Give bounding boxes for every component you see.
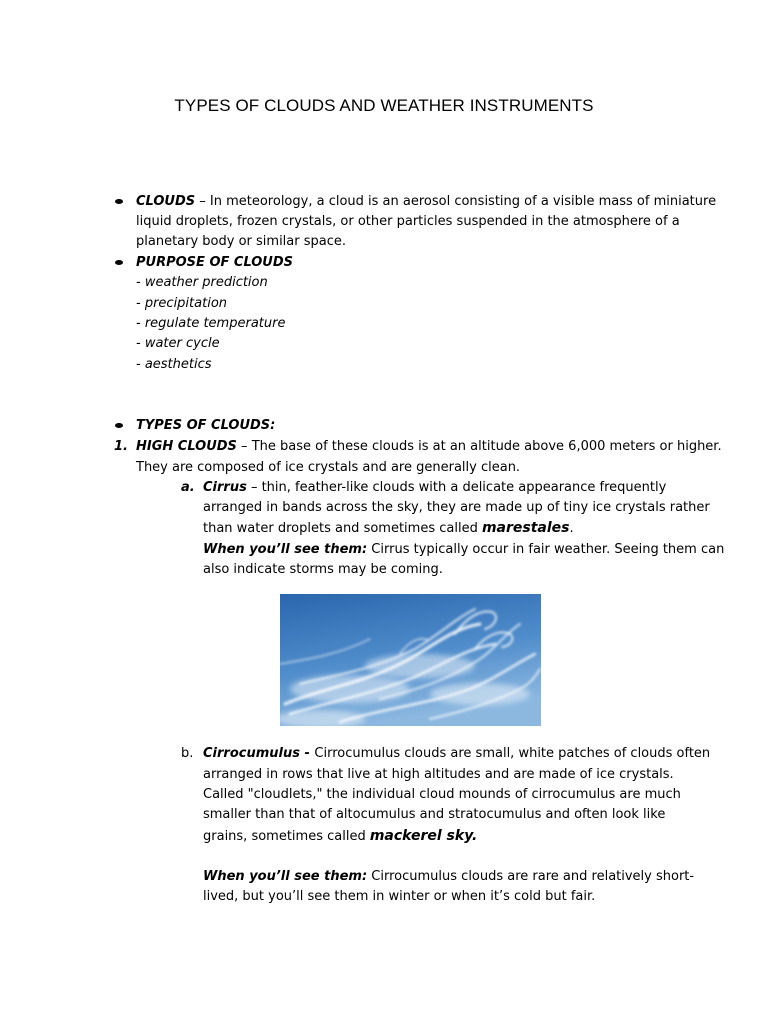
cirrocumulus-line-4: smaller than that of altocumulus and stratocumulus and often look like <box>203 807 666 822</box>
clouds-line-2: liquid droplets, frozen crystals, or other particles suspended in the atmosphere of a <box>136 214 680 229</box>
high-clouds-number: 1. <box>114 439 128 454</box>
cirrocumulus-marker: b. <box>181 746 194 761</box>
cirrocumulus-term: Cirrocumulus - <box>203 746 315 761</box>
cirrocumulus-line-2: arranged in rows that live at high altitudes and are made of ice crystals. <box>203 767 674 782</box>
cirrus-when-line-2: also indicate storms may be coming. <box>203 562 443 577</box>
cirrus-line-1: thin, feather-like clouds with a delicate appearance frequently <box>261 480 667 495</box>
high-clouds-line-2: They are composed of ice crystals and are generally clean. <box>136 460 521 475</box>
clouds-line-3: planetary body or similar space. <box>136 234 346 249</box>
bullet-types <box>115 423 123 428</box>
cirrus-when-line-1 <box>203 540 724 560</box>
cirrus-line-3-text: than water droplets and sometimes called <box>203 521 482 536</box>
cirrus-line-3-end: . <box>569 521 574 536</box>
page-title: TYPES OF CLOUDS AND WEATHER INSTRUMENTS <box>174 96 594 115</box>
types-heading: TYPES OF CLOUDS: <box>136 418 276 433</box>
cirrocumulus-line-5 <box>203 826 477 847</box>
cirrocumulus-line-1: Cirrocumulus clouds are small, white patches of clouds often <box>314 746 711 761</box>
high-clouds-line-1: The base of these clouds is at an altitude above 6,000 meters or higher. <box>251 439 722 454</box>
purpose-item: - precipitation <box>136 296 228 311</box>
cirrus-clouds-photo <box>280 594 541 726</box>
high-clouds-dash: – <box>236 439 252 454</box>
purpose-item: - regulate temperature <box>136 316 286 331</box>
bullet-clouds <box>115 199 123 204</box>
mackerel-sky-term: mackerel sky. <box>369 828 478 844</box>
cirrus-when-label: When you’ll see them: <box>203 542 368 557</box>
clouds-line-1: In meteorology, a cloud is an aerosol consisting of a visible mass of miniature <box>209 194 717 209</box>
cirrus-line-2: arranged in bands across the sky, they are made up of tiny ice crystals rather <box>203 500 710 515</box>
high-clouds-term: HIGH CLOUDS <box>136 439 237 454</box>
clouds-definition <box>136 192 716 212</box>
purpose-heading: PURPOSE OF CLOUDS <box>136 255 294 270</box>
bullet-purpose <box>115 260 123 265</box>
cirrus-term: Cirrus <box>203 480 247 495</box>
clouds-term: CLOUDS <box>136 194 196 209</box>
cirrocumulus-when-line-1 <box>203 867 694 887</box>
cirrocumulus-when-line-2: lived, but you’ll see them in winter or when it’s cold but fair. <box>203 889 596 904</box>
purpose-item: - water cycle <box>136 336 220 351</box>
cirrocumulus-when-label: When you’ll see them: <box>203 869 368 884</box>
high-clouds-definition <box>136 437 722 457</box>
cirrus-dash: – <box>246 480 262 495</box>
clouds-dash: – <box>195 194 210 209</box>
cirrus-definition <box>203 478 666 498</box>
cirrus-line-3 <box>203 518 574 539</box>
cirrocumulus-when-text: Cirrocumulus clouds are rare and relatively short- <box>367 869 695 884</box>
purpose-item: - aesthetics <box>136 357 212 372</box>
marestales-term: marestales <box>481 520 570 536</box>
cirrocumulus-line-5-text: grains, sometimes called <box>203 829 370 844</box>
cirrus-when-text: Cirrus typically occur in fair weather. Seeing them can <box>367 542 725 557</box>
purpose-item: - weather prediction <box>136 275 268 290</box>
cirrocumulus-definition <box>203 744 710 764</box>
cirrus-marker: a. <box>181 480 195 495</box>
cirrocumulus-line-3: Called "cloudlets," the individual cloud mounds of cirrocumulus are much <box>203 787 681 802</box>
